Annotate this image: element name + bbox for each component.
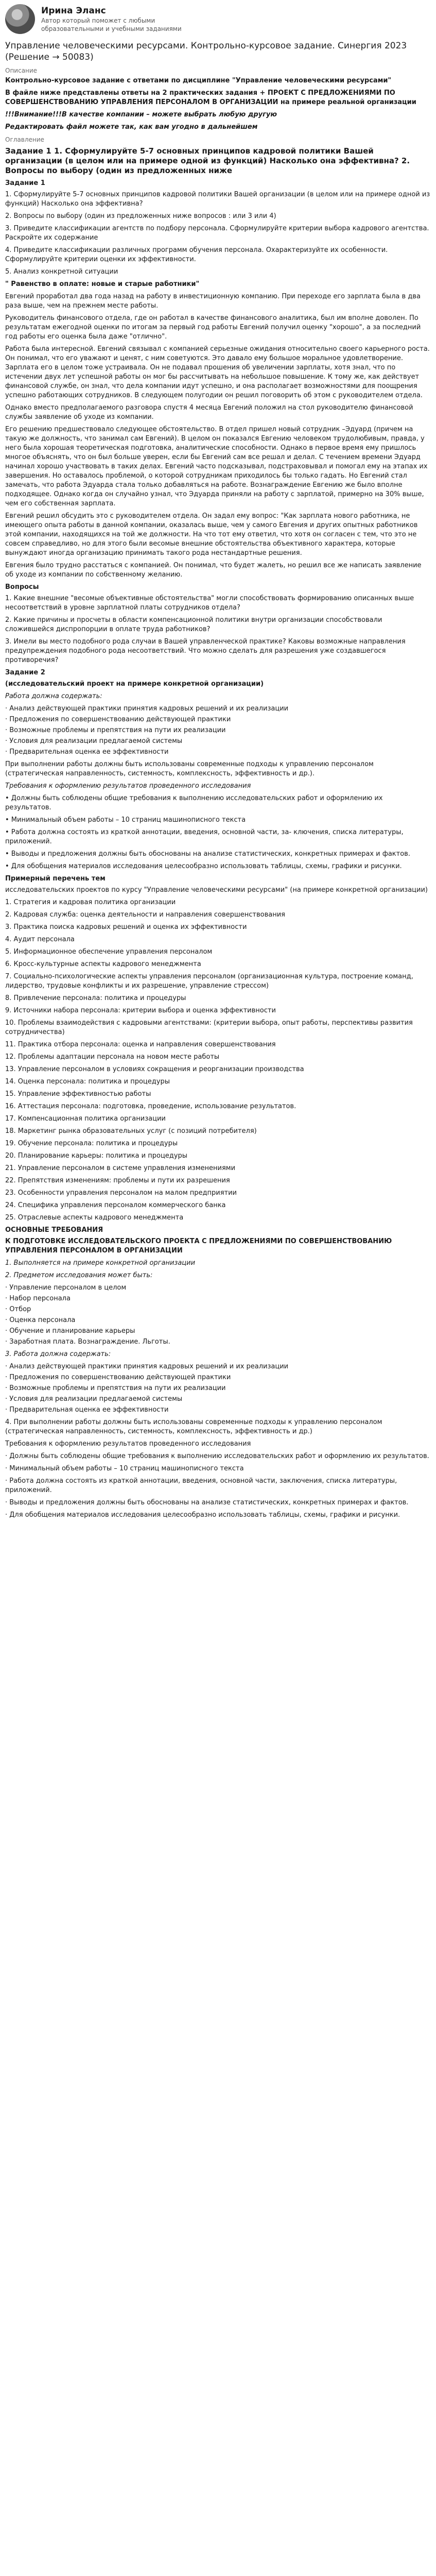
case-paragraph: Его решению предшествовало следующее обстоятельство. В отдел пришел новый сотрудник –Эдуард (причем на такую же должность, что занимал сам Евгений). В целом он показался Евгению человеком трудолюбивым, правда, у него была хорошая теоретическая подготовка, аналитические способности. Однако в первое время ему пришлось многое объяснять, что он был больше уверен, если бы Евгений сам все решал и делал. С течением времени Эдуард начинал хорошо участвовать в таких делах. Евгений часто подсказывал, подстраховывал и помогал ему на этапах их завершения. Но оставалось проблемой, о которой сотрудникам приходилось бы только гадать. Но Евгений стал замечать, что работа Эдуарда стала только добавляться на работе. Вознаграждение Евгению же было вполне подходящее. Однако когда он случайно узнал, что Эдуарда приняли на работу с зарплатой, примерно на 30% выше, чем его собственная зарплата. — [5, 426, 428, 507]
list-item: · Предложения по совершенствованию действующей практики — [5, 1374, 231, 1381]
list-item: · Минимальный объем работы – 10 страниц машинописного текста — [5, 1465, 244, 1472]
case-paragraph: Евгений решил обсудить это с руководителем отдела. Он задал ему вопрос: "Как зарплата нового работника, не имеющего опыта работы в данной компании, оказалась выше, чем у самого Евгения и других опытных работников этой компании, находящихся на той же должности. На что тот ему ответил, что хотя он согласен с тем, что это не совсем справедливо, но для этого были весомые внешние обстоятельства объективного характера, которые вынуждают иногда организацию принимать такого рода нестандартные решения. — [5, 512, 418, 557]
case-paragraph: Евгения было трудно расстаться с компанией. Он понимал, что будет жалеть, но решил все же написать заявление об уходе из компании по собственному желанию. — [5, 562, 422, 579]
case-paragraph: Однако вместо предполагаемого разговора спустя 4 месяца Евгений положил на стол руководителю финансовой службы заявление об уходе из компании. — [5, 404, 413, 421]
list-item: 19. Обучение персонала: политика и процедуры — [5, 1140, 178, 1147]
list-item: · Для обобщения материалов исследования целесообразно использовать таблицы, схемы, графики и рисунки. — [5, 1511, 400, 1519]
list-item: 5. Информационное обеспечение управления персоналом — [5, 948, 213, 956]
step-4: 4. При выполнении работы должны быть использованы современные подходы к управлению персоналом (стратегическая направленность, системность, комплексность, эффективность и др.) — [5, 1418, 382, 1435]
topics-heading: Примерный перечень тем — [5, 875, 106, 883]
list-item: 5. Анализ конкретной ситуации — [5, 268, 118, 276]
list-item: 3. Практика поиска кадровых решений и оценка их эффективности — [5, 923, 247, 931]
list-item: 3. Имели вы место подобного рода случаи в Вашей управленческой практике? Каковы возможные направления предупреждения подобного рода несоответствий. Что можно сделать для разрешения уже создавшегося противоречия? — [5, 638, 406, 664]
list-item: · Управление персоналом в целом — [5, 1284, 127, 1292]
list-item: 15. Управление эффективностью работы — [5, 1090, 151, 1098]
task2-heading: Задание 2 — [5, 669, 45, 676]
topics-intro: исследовательских проектов по курсу "Управление человеческими ресурсами" (на примере конкретной организации) — [5, 886, 428, 894]
list-item: 23. Особенности управления персоналом на малом предприятии — [5, 1189, 237, 1197]
sections-contents-list — [5, 1362, 431, 1415]
toc-label: Оглавление — [5, 136, 44, 143]
list-item: 11. Практика отбора персонала: оценка и направления совершенствования — [5, 1041, 276, 1048]
list-item: · Предварительная оценка ее эффективности — [5, 1406, 169, 1414]
list-item: 20. Планирование карьеры: политика и процедуры — [5, 1152, 187, 1160]
description-label: Описание — [5, 67, 38, 74]
list-item: 3. Приведите классификации агентств по подбору персонала. Сформулируйте критерии выбора кадрового агентства. Раскройте их содержание — [5, 225, 429, 242]
requirements-heading: ОСНОВНЫЕ ТРЕБОВАНИЯ — [5, 1226, 103, 1234]
list-item: 14. Оценка персонала: политика и процедуры — [5, 1078, 170, 1086]
list-item: · Выводы и предложения должны быть обоснованы на анализе статистических, конкретных примерах и фактов. — [5, 1499, 409, 1506]
author-name[interactable]: Ирина Эланс — [41, 6, 106, 16]
intro-warning: !!!Внимание!!!В качестве компании – можете выбрать любую другую — [5, 111, 277, 118]
task2-design-label: Требования к оформлению результатов проведенного исследования — [5, 782, 251, 790]
case-paragraph: Руководитель финансового отдела, где он работал в качестве финансового аналитика, был им вполне доволен. По результатам ежегодной оценки по итогам за первый год работы Евгений получил оценку "хорошо", а за последний год работы его оценка была даже "отлично". — [5, 314, 421, 341]
list-item: · Обучение и планирование карьеры — [5, 1327, 135, 1335]
list-item: 21. Управление персоналом в системе управления изменениями — [5, 1164, 236, 1172]
list-item: 1. Сформулируйте 5-7 основных принципов кадровой политики Вашей организации (в целом или на примере одной из функций) Насколько она эффективна? — [5, 191, 430, 208]
intro-file-info: В файле ниже представлены ответы на 2 практических задания + ПРОЕКТ С ПРЕДЛОЖЕНИЯМИ ПО СОВЕРШЕНСТВОВАНИЮ УПРАВЛЕНИЯ ПЕРСОНАЛОМ В ОРГАНИЗАЦИИ на примере реальной организации — [5, 89, 416, 106]
list-item: · Предварительная оценка ее эффективности — [5, 748, 169, 756]
case-title: " Равенство в оплате: новые и старые работники" — [5, 280, 200, 288]
subjects-list — [5, 1283, 431, 1347]
step-3: 3. Работа должна содержать: — [5, 1350, 111, 1358]
list-item: · Работа должна состоять из краткой аннотации, введения, основной части, заключения, списка литературы, приложений. — [5, 1477, 397, 1494]
toc-heading: Задание 1 1. Сформулируйте 5-7 основных принципов кадровой политики Вашей организации (в целом или на примере одной из функций) Насколько она эффективна? 2. Вопросы по выбору (один из предложенных ниже — [5, 146, 410, 175]
list-item: 2. Какие причины и просчеты в области компенсационной политики внутри организации способствовали сложившейся диспропорции в оплате труда работников? — [5, 616, 382, 633]
list-item: • Должны быть соблюдены общие требования к выполнению исследовательских работ и оформлению их результатов. — [5, 794, 383, 811]
list-item: • Работа должна состоять из краткой аннотации, введения, основной части, за- ключения, списка литературы, приложений. — [5, 828, 404, 845]
intro-edit-note: Редактировать файл можете так, как вам угодно в дальнейшем — [5, 123, 258, 131]
list-item: 18. Маркетинг рынка образовательных услуг (с позиций потребителя) — [5, 1127, 257, 1135]
task2-contents-list — [5, 704, 431, 757]
list-item: 7. Социально-психологические аспекты управления персоналом (организационная культура, построение команд, лидерство, трудовые конфликты и их разрешение, управление стрессом) — [5, 973, 413, 990]
list-item: 4. Приведите классификации различных программ обучения персонала. Охарактеризуйте их особенности. Сформулируйте критерии оценки их эффективности. — [5, 246, 388, 263]
task2-requirement: При выполнении работы должны быть использованы современные подходы к управлению персоналом (стратегическая направленность, системность, комплексность, эффективность и др.). — [5, 760, 374, 777]
step-1: 1. Выполняется на примере конкретной организации — [5, 1259, 196, 1267]
questions-list — [5, 594, 431, 665]
list-item: 22. Препятствия изменениям: проблемы и пути их разрешения — [5, 1177, 230, 1184]
list-item: • Для обобщения материалов исследования целесообразно использовать таблицы, схемы, графики и рисунки. — [5, 862, 402, 870]
topics-list — [5, 898, 431, 1223]
list-item: 1. Стратегия и кадровая политика организации — [5, 899, 176, 906]
list-item: • Выводы и предложения должны быть обоснованы на анализе статистических, конкретных примерах и фактов. — [5, 850, 410, 858]
list-item: 24. Специфика управления персоналом коммерческого банка — [5, 1201, 226, 1209]
list-item: · Отбор — [5, 1306, 31, 1313]
list-item: · Возможные проблемы и препятствия на пути их реализации — [5, 1384, 226, 1392]
list-item: 9. Источники набора персонала: критерии выбора и оценка эффективности — [5, 1007, 276, 1014]
page-title: Управление человеческими ресурсами. Контрольно-курсовое задание. Синергия 2023 (Решение → 50083) — [5, 41, 407, 62]
list-item: 2. Кадровая служба: оценка деятельности и направления совершенствования — [5, 911, 285, 919]
list-item: · Заработная плата. Вознаграждение. Льготы. — [5, 1338, 170, 1346]
intro-bold-line: Контрольно-курсовое задание с ответами по дисциплине "Управление человеческими ресурсами" — [5, 77, 392, 84]
list-item: 13. Управление персоналом в условиях сокращения и реорганизации производства — [5, 1065, 304, 1073]
author-card[interactable] — [5, 4, 431, 37]
list-item: 12. Проблемы адаптации персонала на новом месте работы — [5, 1053, 220, 1061]
list-item: · Анализ действующей практики принятия кадровых решений и их реализации — [5, 1363, 289, 1370]
task1-heading: Задание 1 — [5, 179, 45, 187]
case-paragraph: Работа была интересной. Евгений связывал с компанией серьезные ожидания относительно своего карьерного роста. Он понимал, что его уважают и ценят, с ним советуются. Это давало ему большое моральное удовлетворение. Зарплата его в целом тоже устраивала. Он не подавал прошения об увеличении зарплаты, хотя знал, что по истечении двух лет успешной работы он мог бы рассчитывать на небольшое повышение. К тому же, как действует финансовой службе, он знал, что дела компании идут успешно, и она располагает возможностями для поощрения успешно работающих сотрудников. В следующем полугодии он решил поговорить об этом с руководителем отдела. — [5, 345, 430, 399]
list-item: 4. Аудит персонала — [5, 936, 75, 943]
list-item: 2. Вопросы по выбору (один из предложенных ниже вопросов : или 3 или 4) — [5, 212, 276, 220]
list-item: 17. Компенсационная политика организации — [5, 1115, 166, 1123]
list-item: · Предложения по совершенствованию действующей практики — [5, 716, 231, 723]
list-item: 16. Аттестация персонала: подготовка, проведение, использование результатов. — [5, 1103, 297, 1110]
list-item: 6. Кросс-культурные аспекты кадрового менеджмента — [5, 960, 201, 968]
list-item: · Набор персонала — [5, 1295, 71, 1302]
task2-design-list — [5, 794, 431, 871]
task1-list — [5, 190, 431, 277]
author-description: Автор который поможет с любыми образовательными и учебными заданиями — [41, 17, 182, 32]
task2-subheading: (исследовательский проект на примере конкретной организации) — [5, 680, 264, 688]
list-item: · Условия для реализации предлагаемой системы — [5, 737, 183, 745]
task2-contents-label: Работа должна содержать: — [5, 692, 102, 700]
list-item: 8. Привлечение персонала: политика и процедуры — [5, 994, 186, 1002]
list-item: • Минимальный объем работы – 10 страниц машинописного текста — [5, 816, 246, 824]
avatar[interactable] — [5, 4, 35, 34]
list-item: · Анализ действующей практики принятия кадровых решений и их реализации — [5, 705, 289, 713]
project-title: К ПОДГОТОВКЕ ИССЛЕДОВАТЕЛЬСКОГО ПРОЕКТА С ПРЕДЛОЖЕНИЯМИ ПО СОВЕРШЕНСТВОВАНИЮ УПРАВЛЕНИЯ ПЕРСОНАЛОМ В ОРГАНИЗАЦИИ — [5, 1238, 392, 1255]
list-item: · Возможные проблемы и препятствия на пути их реализации — [5, 726, 226, 734]
list-item: · Оценка персонала — [5, 1316, 76, 1324]
list-item: 1. Какие внешние "весомые объективные обстоятельства" могли способствовать формированию описанных выше несоответствий в уровне зарплатной платы сотрудников отдела? — [5, 595, 414, 612]
questions-heading: Вопросы — [5, 583, 39, 591]
list-item: · Должны быть соблюдены общие требования к выполнению исследовательских работ и оформлению их результатов. — [5, 1452, 429, 1460]
step-2: 2. Предметом исследования может быть: — [5, 1272, 153, 1279]
case-paragraph: Евгений проработал два года назад на работу в инвестиционную компанию. При переходе его зарплата была в два раза выше, чем на прежнем месте работы. — [5, 293, 421, 310]
sections-design-label: Требования к оформлению результатов проведенного исследования — [5, 1440, 251, 1448]
list-item: 25. Отраслевые аспекты кадрового менеджмента — [5, 1214, 184, 1222]
sections-design-list — [5, 1452, 431, 1520]
list-item: 10. Проблемы взаимодействия с кадровыми агентствами: (критерии выбора, опыт работы, перспективы развития сотрудничества) — [5, 1019, 413, 1036]
list-item: · Условия для реализации предлагаемой системы — [5, 1395, 183, 1403]
